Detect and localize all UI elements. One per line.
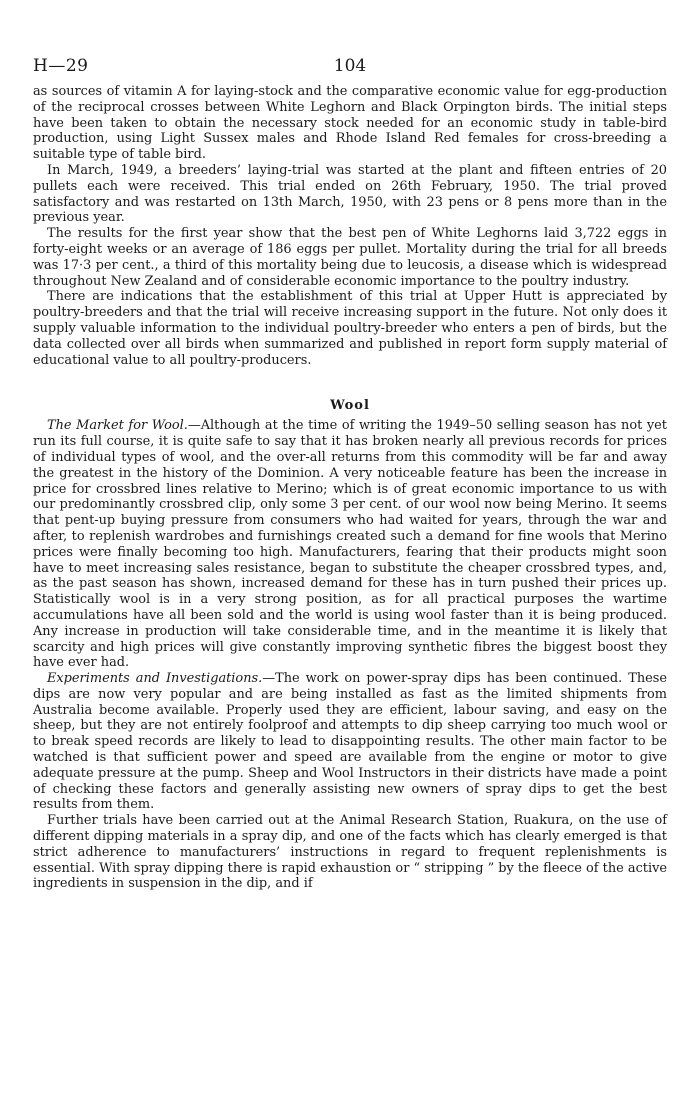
wool-section xyxy=(33,418,667,892)
page-header xyxy=(33,56,667,84)
paragraph-market xyxy=(33,418,667,671)
document-reference: H—29 xyxy=(33,56,89,76)
poultry-section xyxy=(33,84,667,368)
subheading-experiments: Experiments and Investigations. xyxy=(47,671,263,687)
paragraph-trials: Further trials have been carried out at the Animal Research Station, Ruakura, on the use of different dipping materials in a spray dip, and one of the facts which has clearly emerged is that strict adherence to manufacturers’ instructions in regard to frequent replenishments is essential. With spray dipping there is rapid exhaustion or “ stripping ” by the fleece of the active ingredients in suspension in the dip, and if xyxy=(33,813,667,892)
paragraph-indications: There are indications that the establishment of this trial at Upper Hutt is appreciated by poultry-breeders and that the trial will receive increasing support in the future. Not only does it supply valuable information to the individual poultry-breeder who enters a pen of birds, but the data collected over all birds when summarized and published in report form supply material of educational value to all poultry-producers. xyxy=(33,289,667,368)
experiments-text: —The work on power-spray dips has been continued. These dips are now very popular and are being installed as fast as the limited shipments from Australia become available. Properly used they are efficient, labour saving, and easy on the sheep, but they are not entirely foolproof and attempts to dip sheep carrying too much wool or to break speed records are likely to lead to disappointing results. The other main factor to be watched is that sufficient power and speed are available from the engine or motor to give adequate pressure at the pump. Sheep and Wool Instructors in their districts have made a point of checking these factors and generally assisting new owners of spray dips to get the best results from them. xyxy=(33,671,667,813)
document-page xyxy=(33,56,667,892)
page-number: 104 xyxy=(333,56,367,76)
paragraph-continued: as sources of vitamin A for laying-stock and the comparative economic value for egg-production of the reciprocal crosses between White Leghorn and Black Orpington birds. The initial steps have been taken to obtain the necessary stock needed for an economic study in table-bird production, using Light Sussex males and Rhode Island Red females for cross-breeding a suitable type of table bird. xyxy=(33,84,667,163)
market-text: —Although at the time of writing the 1949–50 selling season has not yet run its full course, it is quite safe to say that it has broken nearly all previous records for prices of individual types of wool, and the over-all returns from this commodity will be far and away the greatest in the history of the Dominion. A very noticeable feature has been the increase in price for crossbred lines relative to Merino; which is of great economic importance to us with our predominantly crossbred clip, only some 3 per cent. of our wool now being Merino. It seems that pent-up buying pressure from consumers who had waited for years, through the war and after, to replenish wardrobes and furnishings created such a demand for fine wools that Merino prices were finally becoming too high. Manufacturers, fearing that their products might soon have to meet increasing sales resistance, began to substitute the cheaper crossbred types, and, as the past season has shown, increased demand for these has in turn pushed their prices up. Statistically wool is in a very strong position, as for all practical purposes the wartime accumulations have all been sold and the world is using wool faster than it is being produced. Any increase in production will take considerable time, and in the meantime it is likely that scarcity and high prices will give constantly improving synthetic fibres the biggest boost they have ever had. xyxy=(33,418,667,671)
paragraph-laying-trial: In March, 1949, a breeders’ laying-trial was started at the plant and fifteen entries of 20 pullets each were received. This trial ended on 26th February, 1950. The trial proved satisfactory and was restarted on 13th March, 1950, with 23 pens or 8 pens more than in the previous year. xyxy=(33,162,667,226)
subheading-market: The Market for Wool. xyxy=(47,418,188,434)
section-title-wool: Wool xyxy=(330,398,370,414)
paragraph-experiments xyxy=(33,671,667,813)
paragraph-results: The results for the first year show that the best pen of White Leghorns laid 3,722 eggs in forty-eight weeks or an average of 186 eggs per pullet. Mortality during the trial for all breeds was 17·3 per cent., a third of this mortality being due to leucosis, a disease which is widespread throughout New Zealand and of considerable economic importance to the poultry industry. xyxy=(33,226,667,289)
